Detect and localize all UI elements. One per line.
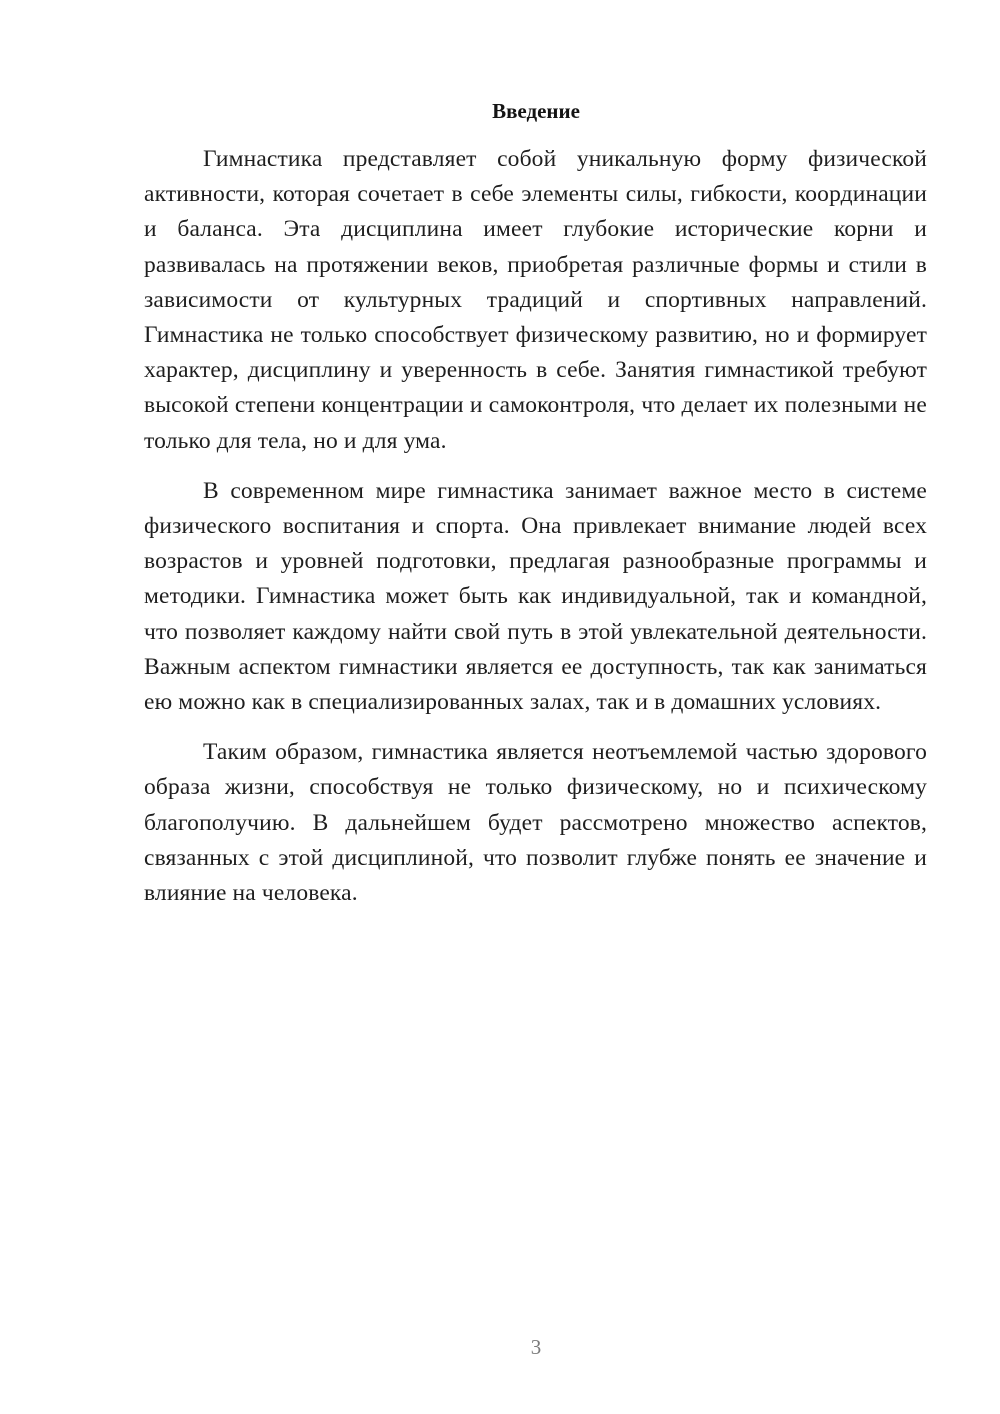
paragraph-conclusion: Таким образом, гимнастика является неотъемлемой частью здорового образа жизни, способствуя не только физическому, но и психическому благополучию. В дальнейшем будет рассмотрено множество аспектов, связанных с этой дисциплиной, что позволит глубже понять ее значение и влияние на человека. — [144, 739, 927, 907]
page-number: 3 — [530, 1335, 542, 1359]
section-title: Введение — [492, 99, 580, 123]
paragraph-modern-world: В современном мире гимнастика занимает важное место в системе физического воспитания и спорта. Она привлекает внимание людей всех возрастов и уровней подготовки, предлагая разнообразные программы и методики. Гимнастика может быть как индивидуальной, так и командной, что позволяет каждому найти свой путь в этой увлекательной деятельности. Важным аспектом гимнастики является ее доступность, так как заниматься ею можно как в специализированных залах, так и в домашних условиях. — [144, 477, 927, 716]
paragraph-intro: Гимнастика представляет собой уникальную форму физической активности, которая сочетает в себе элементы силы, гибкости, координации и баланса. Эта дисциплина имеет глубокие исторические корни и развивалась на протяжении веков, приобретая различные формы и стили в зависимости от культурных традиций и спортивных направлений. Гимнастика не только способствует физическому развитию, но и формирует характер, дисциплину и уверенность в себе. Занятия гимнастикой требуют высокой степени концентрации и самоконтроля, что делает их полезными не только для тела, но и для ума. — [144, 146, 927, 454]
body-text — [144, 142, 927, 926]
